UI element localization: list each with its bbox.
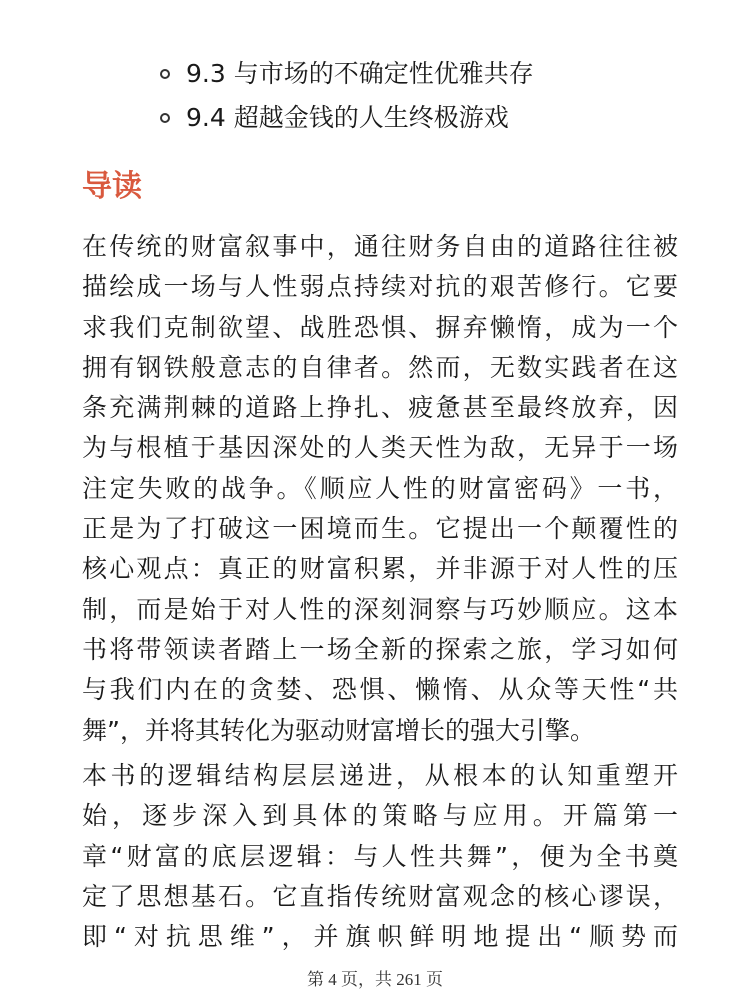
text-line: 注定失败的战争。《顺应人性的财富密码》一书， (82, 473, 678, 503)
text-line: 在传统的财富叙事中，通往财务自由的道路往往被 (82, 232, 678, 261)
text-line: 定了思想基石。它直指传统财富观念的核心谬误， (82, 881, 678, 911)
intro-paragraph-1 (82, 227, 678, 751)
circle-bullet-icon (160, 113, 170, 123)
toc-item-label: 9.4 超越金钱的人生终极游戏 (186, 103, 509, 132)
text-line: 为与根植于基因深处的人类天性为敌，无异于一场 (82, 433, 678, 463)
toc-item-label: 9.3 与市场的不确定性优雅共存 (186, 59, 534, 88)
text-line: 制，而是始于对人性的深刻洞察与巧妙顺应。这本 (82, 594, 678, 624)
circle-bullet-icon (160, 69, 170, 79)
text-line: 舞”，并将其转化为驱动财富增长的强大引擎。 (82, 715, 595, 745)
intro-paragraph-2 (82, 756, 678, 957)
toc-item[interactable] (160, 52, 534, 96)
text-line: 描绘成一场与人性弱点持续对抗的艰苦修行。它要 (82, 272, 678, 302)
text-line: 本书的逻辑结构层层递进，从根本的认知重塑开 (82, 761, 678, 790)
text-line: 求我们克制欲望、战胜恐惧、摒弃懒惰，成为一个 (82, 312, 678, 342)
page-number-footer: 第 4 页，共 261 页 (307, 970, 443, 989)
text-line: 章“财富的底层逻辑：与人性共舞”，便为全书奠 (82, 841, 678, 871)
section-heading: 导读 (82, 169, 142, 204)
text-line: 正是为了打破这一困境而生。它提出一个颠覆性的 (82, 514, 678, 544)
text-line: 与我们内在的贪婪、恐惧、懒惰、从众等天性“共 (82, 675, 678, 705)
text-line: 即“对抗思维”，并旗帜鲜明地提出“顺势而 (82, 922, 678, 952)
text-line: 条充满荆棘的道路上挣扎、疲惫甚至最终放弃，因 (82, 393, 678, 423)
toc-item[interactable] (160, 96, 534, 140)
table-of-contents (160, 52, 534, 140)
text-line: 核心观点：真正的财富积累，并非源于对人性的压 (82, 554, 678, 584)
text-line: 拥有钢铁般意志的自律者。然而，无数实践者在这 (82, 352, 678, 382)
text-line: 书将带领读者踏上一场全新的探索之旅，学习如何 (82, 634, 678, 664)
text-line: 始，逐步深入到具体的策略与应用。开篇第一 (82, 801, 678, 831)
